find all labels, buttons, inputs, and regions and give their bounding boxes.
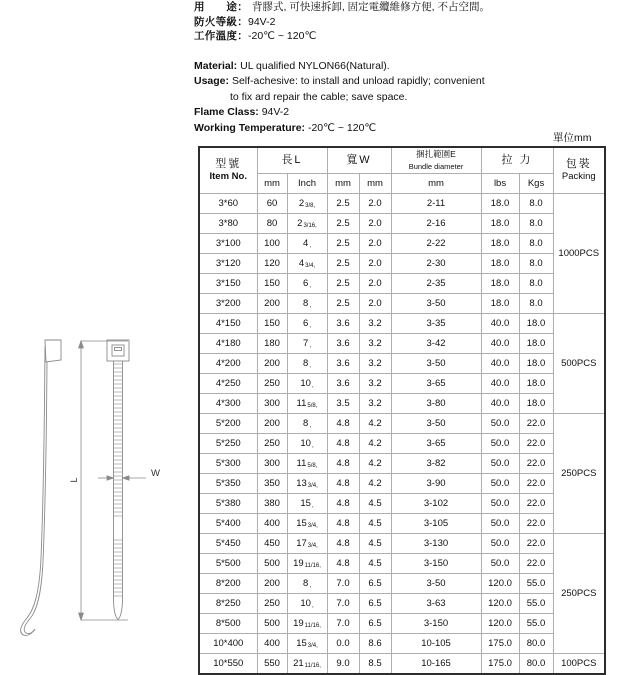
cell-tensile-kgs: 22.0: [519, 434, 553, 454]
cell-tensile-kgs: 55.0: [519, 574, 553, 594]
cell-tensile-kgs: 8.0: [519, 254, 553, 274]
cell-bundle-diameter: 2-11: [391, 194, 481, 214]
cell-packing: 1000PCS: [553, 194, 605, 314]
cell-thickness-mm: 2.0: [359, 254, 391, 274]
cell-tensile-lbs: 40.0: [481, 334, 519, 354]
cell-tensile-lbs: 50.0: [481, 534, 519, 554]
header-length-inch: Inch: [287, 174, 327, 194]
cell-tensile-lbs: 50.0: [481, 494, 519, 514]
cell-bundle-diameter: 2-35: [391, 274, 481, 294]
cell-tensile-lbs: 18.0: [481, 254, 519, 274]
cell-thickness-mm: 4.5: [359, 554, 391, 574]
cell-tensile-kgs: 8.0: [519, 294, 553, 314]
cell-tensile-kgs: 55.0: [519, 614, 553, 634]
cell-thickness-mm: 4.2: [359, 454, 391, 474]
header-packing-en: Packing: [561, 171, 596, 182]
cell-width-mm: 7.0: [327, 574, 359, 594]
cell-tensile-kgs: 80.0: [519, 634, 553, 654]
cell-thickness-mm: 3.2: [359, 374, 391, 394]
cell-length-inch: $19^{11/16,}$: [287, 614, 327, 634]
cell-thickness-mm: 3.2: [359, 394, 391, 414]
cell-tensile-lbs: 50.0: [481, 454, 519, 474]
cell-item-no: 8*200: [199, 574, 257, 594]
specification-table: [198, 146, 606, 675]
cell-thickness-mm: 3.2: [359, 314, 391, 334]
cell-tensile-kgs: 8.0: [519, 194, 553, 214]
cell-tensile-kgs: 55.0: [519, 594, 553, 614]
cable-tie-diagram: [18, 328, 190, 640]
cell-item-no: 5*500: [199, 554, 257, 574]
cell-item-no: 3*80: [199, 214, 257, 234]
cell-tensile-lbs: 175.0: [481, 634, 519, 654]
cell-width-mm: 9.0: [327, 654, 359, 675]
cell-tensile-kgs: 22.0: [519, 474, 553, 494]
cell-thickness-mm: 2.0: [359, 234, 391, 254]
cell-width-mm: 7.0: [327, 594, 359, 614]
cell-length-mm: 500: [257, 554, 287, 574]
cell-width-mm: 4.8: [327, 454, 359, 474]
cell-tensile-lbs: 40.0: [481, 354, 519, 374]
cell-length-inch: $11^{5/8,}$: [287, 394, 327, 414]
cell-tensile-kgs: 8.0: [519, 214, 553, 234]
cell-bundle-diameter: 3-150: [391, 614, 481, 634]
cell-width-mm: 4.8: [327, 494, 359, 514]
cell-item-no: 4*200: [199, 354, 257, 374]
table-row: [199, 634, 605, 654]
cell-width-mm: 3.6: [327, 354, 359, 374]
header-item-no-cn: 型號: [215, 158, 242, 170]
cell-tensile-kgs: 22.0: [519, 414, 553, 434]
cell-item-no: 3*150: [199, 274, 257, 294]
header-width-cn: 寬W: [346, 154, 372, 166]
cell-item-no: 10*550: [199, 654, 257, 675]
cell-thickness-mm: 6.5: [359, 574, 391, 594]
cell-item-no: 5*380: [199, 494, 257, 514]
cable-tie-teeth: [114, 364, 123, 596]
cell-thickness-mm: 8.6: [359, 634, 391, 654]
table-row: [199, 314, 605, 334]
header-width-mm: mm: [327, 174, 359, 194]
header-length-cn: 長L: [281, 154, 303, 166]
cell-width-mm: 2.5: [327, 274, 359, 294]
spec-en-usage: [194, 74, 614, 90]
cell-length-inch: $4^{3/4,}$: [287, 254, 327, 274]
cell-tensile-lbs: 18.0: [481, 214, 519, 234]
table-body: [199, 194, 605, 675]
cell-tensile-lbs: 18.0: [481, 194, 519, 214]
cell-item-no: 3*120: [199, 254, 257, 274]
spec-cn-temperature-label: 工作溫度：: [194, 30, 248, 42]
cell-length-inch: 10,: [287, 594, 327, 614]
cell-bundle-diameter: 3-65: [391, 434, 481, 454]
spec-cn-flame-value: 94V-2: [248, 15, 276, 28]
cell-tensile-lbs: 50.0: [481, 434, 519, 454]
cell-bundle-diameter: 3-63: [391, 594, 481, 614]
cell-tensile-kgs: 22.0: [519, 514, 553, 534]
cell-bundle-diameter: 3-90: [391, 474, 481, 494]
cell-item-no: 5*350: [199, 474, 257, 494]
spec-en-temperature-value: -20℃ ~ 120℃: [307, 121, 377, 134]
cell-thickness-mm: 3.2: [359, 354, 391, 374]
product-drawing: [18, 328, 190, 640]
spec-cn-usage: [194, 0, 614, 15]
table-row: [199, 514, 605, 534]
cell-width-mm: 2.5: [327, 194, 359, 214]
cell-width-mm: 0.0: [327, 634, 359, 654]
spec-en-flame: [194, 105, 614, 121]
cell-length-inch: 10,: [287, 374, 327, 394]
spec-en-flame-value: 94V-2: [261, 106, 290, 118]
cell-length-mm: 250: [257, 434, 287, 454]
cell-tensile-kgs: 22.0: [519, 454, 553, 474]
cell-length-mm: 60: [257, 194, 287, 214]
spec-cn-flame-label: 防火等級：: [194, 15, 248, 28]
cell-length-mm: 200: [257, 354, 287, 374]
cell-thickness-mm: 3.2: [359, 334, 391, 354]
cell-length-inch: $21^{11/16,}$: [287, 654, 327, 675]
header-tensile-kgs: Kgs: [519, 174, 553, 194]
spec-en-flame-label: Flame Class:: [194, 106, 259, 118]
cell-tensile-kgs: 18.0: [519, 354, 553, 374]
cell-width-mm: 2.5: [327, 294, 359, 314]
spec-cn-temperature-value: -20℃ ~ 120℃: [248, 30, 317, 42]
cell-width-mm: 3.6: [327, 314, 359, 334]
cell-length-inch: $2^{3/8,}$: [287, 194, 327, 214]
spec-cn-usage-label: 用 途：: [194, 1, 248, 13]
cell-packing: 250PCS: [553, 534, 605, 654]
specification-table-container: [198, 146, 604, 675]
cell-bundle-diameter: 3-102: [391, 494, 481, 514]
spec-en-material-value: UL qualified NYLON66(Natural).: [240, 59, 390, 72]
table-row: [199, 614, 605, 634]
table-row: [199, 454, 605, 474]
cell-thickness-mm: 4.5: [359, 514, 391, 534]
header-tensile-cn: 拉 力: [501, 154, 533, 166]
cell-length-inch: $13^{3/4,}$: [287, 474, 327, 494]
cell-item-no: 5*450: [199, 534, 257, 554]
spec-en-usage-value: Self-achesive: to install and unload rapidly; convenient: [231, 75, 485, 87]
cell-length-inch: 8,: [287, 414, 327, 434]
cell-packing: 500PCS: [553, 314, 605, 414]
cell-bundle-diameter: 3-50: [391, 354, 481, 374]
header-thickness-mm: mm: [359, 174, 391, 194]
cell-tensile-kgs: 18.0: [519, 314, 553, 334]
spec-en-material: [194, 59, 614, 75]
cell-length-mm: 180: [257, 334, 287, 354]
cell-width-mm: 3.6: [327, 374, 359, 394]
cell-thickness-mm: 2.0: [359, 214, 391, 234]
cell-thickness-mm: 2.0: [359, 294, 391, 314]
cell-length-inch: $2^{3/16,}$: [287, 214, 327, 234]
cell-tensile-lbs: 175.0: [481, 654, 519, 675]
cell-length-mm: 150: [257, 274, 287, 294]
table-row: [199, 274, 605, 294]
cell-length-mm: 350: [257, 474, 287, 494]
cell-length-mm: 300: [257, 394, 287, 414]
cell-thickness-mm: 4.2: [359, 474, 391, 494]
cell-bundle-diameter: 3-80: [391, 394, 481, 414]
cell-width-mm: 4.8: [327, 434, 359, 454]
header-length-mm: mm: [257, 174, 287, 194]
cell-length-mm: 380: [257, 494, 287, 514]
header-bundle-en: Bundle diameter: [408, 162, 464, 171]
header-bundle-cn: 捆扎範圍E: [416, 149, 456, 159]
cell-bundle-diameter: 10-105: [391, 634, 481, 654]
cell-length-mm: 120: [257, 254, 287, 274]
cell-item-no: 5*300: [199, 454, 257, 474]
table-row: [199, 294, 605, 314]
cell-item-no: 5*400: [199, 514, 257, 534]
cell-width-mm: 2.5: [327, 234, 359, 254]
cell-length-inch: $15^{3/4,}$: [287, 514, 327, 534]
cell-bundle-diameter: 3-150: [391, 554, 481, 574]
cell-tensile-kgs: 18.0: [519, 374, 553, 394]
table-row: [199, 494, 605, 514]
cell-packing: 250PCS: [553, 414, 605, 534]
cell-item-no: 4*180: [199, 334, 257, 354]
spec-en-temperature-label: Working Temperature:: [194, 121, 306, 134]
cable-tie-side-view: [21, 340, 61, 635]
cell-length-mm: 550: [257, 654, 287, 675]
header-bundle-diameter: [391, 147, 481, 174]
cell-bundle-diameter: 3-82: [391, 454, 481, 474]
cell-thickness-mm: 4.2: [359, 434, 391, 454]
cell-item-no: 3*200: [199, 294, 257, 314]
cell-length-mm: 200: [257, 574, 287, 594]
cell-width-mm: 4.8: [327, 474, 359, 494]
cell-length-mm: 450: [257, 534, 287, 554]
cell-tensile-lbs: 40.0: [481, 394, 519, 414]
cell-width-mm: 3.6: [327, 334, 359, 354]
header-tensile-lbs: lbs: [481, 174, 519, 194]
cell-bundle-diameter: 2-22: [391, 234, 481, 254]
table-row: [199, 414, 605, 434]
cell-item-no: 5*250: [199, 434, 257, 454]
cell-item-no: 4*150: [199, 314, 257, 334]
spec-cn-temperature: [194, 29, 614, 44]
cell-tensile-lbs: 18.0: [481, 294, 519, 314]
cell-length-inch: 15,: [287, 494, 327, 514]
header-item-no-en: Item No.: [209, 171, 247, 182]
cell-bundle-diameter: 3-65: [391, 374, 481, 394]
spec-en-usage-continued: to fix ard repair the cable; save space.: [230, 90, 408, 103]
cell-bundle-diameter: 3-50: [391, 574, 481, 594]
spec-en-material-label: Material:: [194, 59, 238, 72]
cell-length-inch: 8,: [287, 574, 327, 594]
cell-tensile-kgs: 22.0: [519, 494, 553, 514]
spec-en-usage-label: Usage:: [194, 75, 230, 87]
cell-width-mm: 4.8: [327, 414, 359, 434]
cell-tensile-kgs: 8.0: [519, 234, 553, 254]
unit-note: 單位mm: [553, 132, 592, 144]
cell-tensile-lbs: 50.0: [481, 474, 519, 494]
cell-bundle-diameter: 3-50: [391, 414, 481, 434]
cell-length-inch: 7,: [287, 334, 327, 354]
cell-length-inch: $15^{3/4,}$: [287, 634, 327, 654]
cell-length-mm: 400: [257, 634, 287, 654]
cell-tensile-kgs: 18.0: [519, 334, 553, 354]
cell-tensile-lbs: 50.0: [481, 414, 519, 434]
cell-width-mm: 7.0: [327, 614, 359, 634]
table-row: [199, 394, 605, 414]
cell-thickness-mm: 6.5: [359, 614, 391, 634]
cell-item-no: 5*200: [199, 414, 257, 434]
cell-bundle-diameter: 10-165: [391, 654, 481, 675]
header-packing: [553, 147, 605, 194]
cell-item-no: 8*250: [199, 594, 257, 614]
cell-thickness-mm: 2.0: [359, 274, 391, 294]
cell-tensile-lbs: 18.0: [481, 234, 519, 254]
cell-length-mm: 150: [257, 314, 287, 334]
specification-english-block: [194, 59, 614, 137]
table-row: [199, 474, 605, 494]
table-header: [199, 147, 605, 194]
cell-length-mm: 250: [257, 374, 287, 394]
cell-length-mm: 250: [257, 594, 287, 614]
cell-width-mm: 2.5: [327, 214, 359, 234]
cell-length-mm: 400: [257, 514, 287, 534]
cell-tensile-lbs: 40.0: [481, 374, 519, 394]
cell-bundle-diameter: 3-50: [391, 294, 481, 314]
header-bundle-mm: mm: [391, 174, 481, 194]
cell-tensile-kgs: 22.0: [519, 534, 553, 554]
cell-bundle-diameter: 3-130: [391, 534, 481, 554]
cell-bundle-diameter: 2-16: [391, 214, 481, 234]
cell-bundle-diameter: 2-30: [391, 254, 481, 274]
table-row: [199, 434, 605, 454]
table-row: [199, 354, 605, 374]
spec-en-temperature: [194, 121, 614, 137]
header-width: [327, 147, 391, 174]
cell-tensile-lbs: 120.0: [481, 574, 519, 594]
cell-length-mm: 200: [257, 294, 287, 314]
cell-length-mm: 500: [257, 614, 287, 634]
cell-item-no: 3*100: [199, 234, 257, 254]
cell-tensile-kgs: 18.0: [519, 394, 553, 414]
cell-length-inch: 4,: [287, 234, 327, 254]
cell-length-inch: 6,: [287, 314, 327, 334]
table-row: [199, 654, 605, 675]
cell-tensile-lbs: 50.0: [481, 514, 519, 534]
cell-bundle-diameter: 3-105: [391, 514, 481, 534]
cell-thickness-mm: 2.0: [359, 194, 391, 214]
cell-width-mm: 2.5: [327, 254, 359, 274]
cell-length-inch: 8,: [287, 294, 327, 314]
length-dimension-line: [79, 341, 128, 620]
cell-length-mm: 80: [257, 214, 287, 234]
cell-tensile-lbs: 18.0: [481, 274, 519, 294]
header-packing-cn: 包裝: [565, 158, 592, 170]
cell-tensile-lbs: 40.0: [481, 314, 519, 334]
width-dimension-line: [98, 476, 146, 480]
cell-tensile-lbs: 120.0: [481, 594, 519, 614]
cell-tensile-kgs: 22.0: [519, 554, 553, 574]
table-row: [199, 554, 605, 574]
cell-packing: 100PCS: [553, 654, 605, 675]
cell-tensile-kgs: 8.0: [519, 274, 553, 294]
table-row: [199, 214, 605, 234]
table-row: [199, 534, 605, 554]
cell-width-mm: 4.8: [327, 554, 359, 574]
cell-item-no: 3*60: [199, 194, 257, 214]
header-tensile: [481, 147, 553, 174]
cell-tensile-kgs: 80.0: [519, 654, 553, 675]
cell-length-mm: 200: [257, 414, 287, 434]
cell-length-inch: 8,: [287, 354, 327, 374]
width-label: W: [151, 468, 160, 479]
cell-length-mm: 300: [257, 454, 287, 474]
table-row: [199, 374, 605, 394]
table-row: [199, 194, 605, 214]
cell-length-inch: $11^{5/8,}$: [287, 454, 327, 474]
table-row: [199, 234, 605, 254]
cell-thickness-mm: 4.5: [359, 494, 391, 514]
cell-tensile-lbs: 120.0: [481, 614, 519, 634]
cell-length-inch: 6,: [287, 274, 327, 294]
table-row: [199, 254, 605, 274]
header-length: [257, 147, 327, 174]
cell-item-no: 10*400: [199, 634, 257, 654]
cell-thickness-mm: 6.5: [359, 594, 391, 614]
cell-bundle-diameter: 3-42: [391, 334, 481, 354]
cell-thickness-mm: 4.2: [359, 414, 391, 434]
length-label: L: [69, 477, 79, 483]
specification-text-block: [194, 0, 614, 136]
table-row: [199, 334, 605, 354]
cell-length-inch: $17^{3/4,}$: [287, 534, 327, 554]
table-row: [199, 594, 605, 614]
spec-cn-flame: [194, 15, 614, 30]
cell-thickness-mm: 8.5: [359, 654, 391, 675]
cell-length-inch: 10,: [287, 434, 327, 454]
cell-item-no: 4*300: [199, 394, 257, 414]
cell-thickness-mm: 4.5: [359, 534, 391, 554]
cell-length-inch: $19^{11/16,}$: [287, 554, 327, 574]
cell-length-mm: 100: [257, 234, 287, 254]
cell-width-mm: 3.5: [327, 394, 359, 414]
cell-width-mm: 4.8: [327, 534, 359, 554]
header-item-no: [199, 147, 257, 194]
cell-tensile-lbs: 50.0: [481, 554, 519, 574]
table-row: [199, 574, 605, 594]
cell-item-no: 8*500: [199, 614, 257, 634]
spec-cn-usage-value: 背膠式, 可快速拆卸, 固定電纜維修方便, 不占空間。: [252, 1, 491, 13]
cell-width-mm: 4.8: [327, 514, 359, 534]
cell-item-no: 4*250: [199, 374, 257, 394]
cell-bundle-diameter: 3-35: [391, 314, 481, 334]
